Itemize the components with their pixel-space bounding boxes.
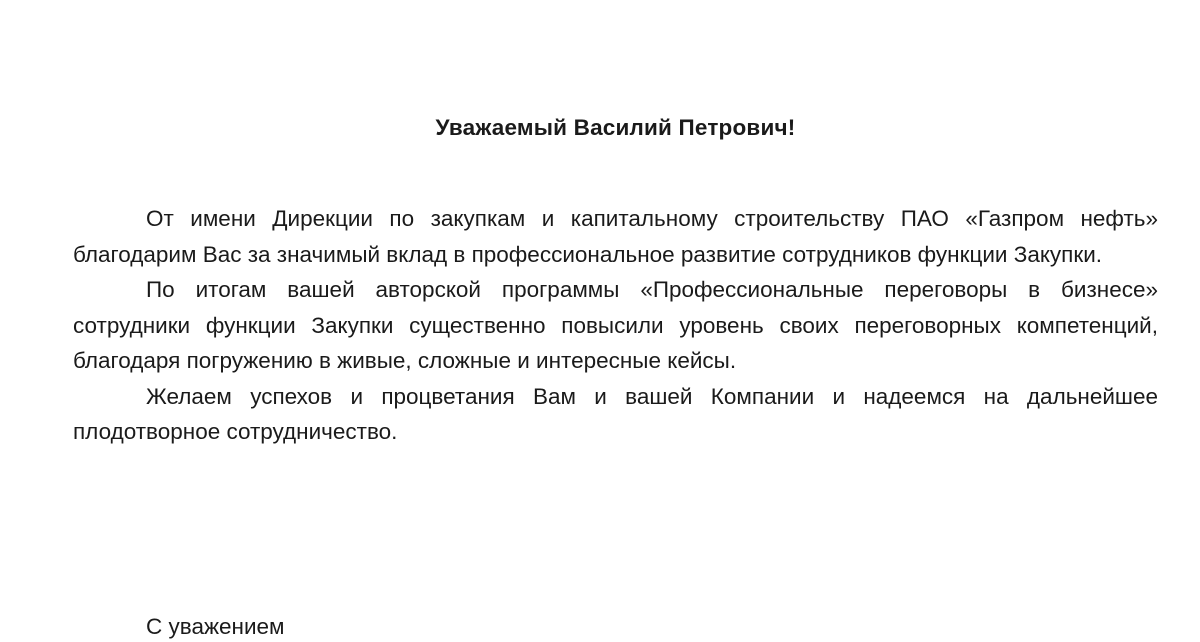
letter-body: [73, 201, 1158, 450]
letter-paragraph-1: От имени Дирекции по закупкам и капитальному строительству ПАО «Газпром нефть» благодарим Вас за значимый вклад в профессиональное развитие сотрудников функции Закупки.: [73, 206, 1158, 267]
letter-paragraph-3: Желаем успехов и процветания Вам и вашей Компании и надеемся на дальнейшее плодотворное сотрудничество.: [73, 383, 1158, 444]
letter-paragraph-2: По итогам вашей авторской программы «Профессиональные переговоры в бизнесе» сотрудники функции Закупки существенно повысили уровень своих переговорных компетенций, благодаря погружению в живые, сложные и интересные кейсы.: [73, 277, 1158, 373]
letter-salutation: Уважаемый Василий Петрович!: [435, 115, 796, 140]
letter-page: [73, 0, 1158, 639]
letter-closing: С уважением: [146, 614, 285, 639]
